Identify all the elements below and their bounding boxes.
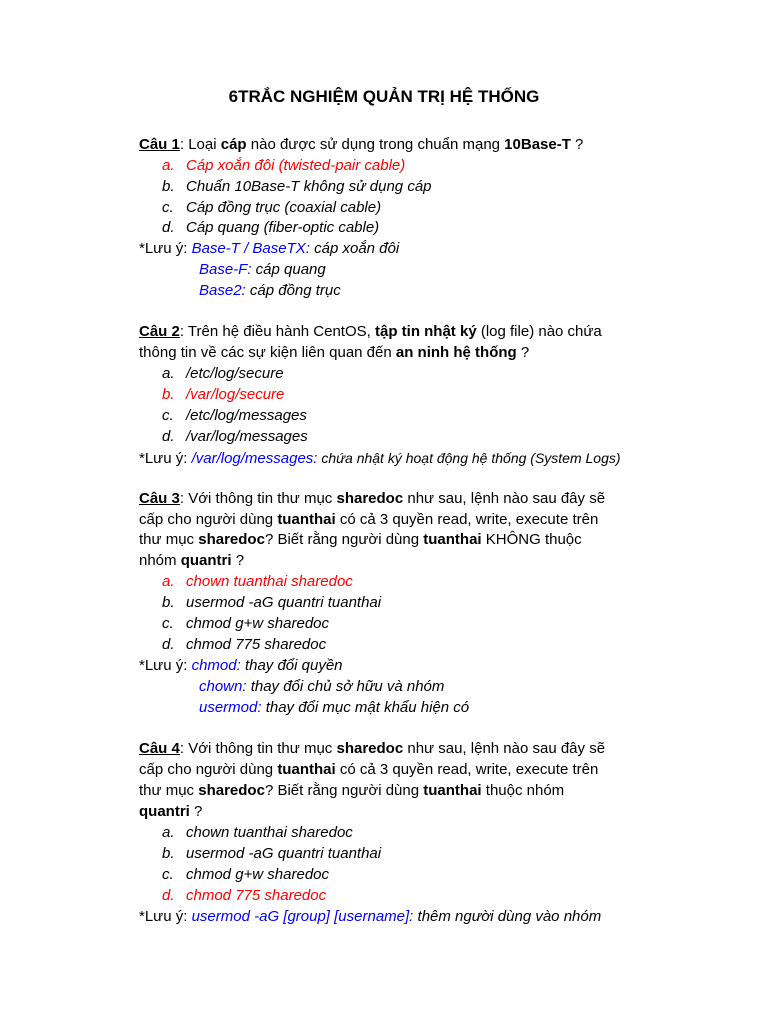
question-2-note: *Lưu ý: /var/log/messages: chứa nhật ký hoạt động hệ thống (System Logs) (139, 450, 621, 467)
question-4-note: *Lưu ý: usermod -aG [group] [username]: thêm người dùng vào nhóm (139, 908, 602, 925)
question-4-option-d: d. chmod 775 sharedoc (162, 887, 327, 904)
question-1-note: *Lưu ý: Base-T / BaseTX: cáp xoắn đôi (139, 240, 400, 257)
question-3-note: *Lưu ý: chmod: thay đổi quyền (139, 657, 343, 674)
question-3-text: Câu 3: Với thông tin thư mục sharedoc như sau, lệnh nào sau đây sẽ (139, 490, 606, 507)
question-1-option-b: b. Chuẩn 10Base-T không sử dụng cáp (162, 178, 432, 195)
question-2-option-c: c. /etc/log/messages (162, 407, 307, 424)
question-3-option-c: c. chmod g+w sharedoc (162, 615, 329, 632)
question-4-text-line: cấp cho người dùng tuanthai có cả 3 quyền read, write, execute trên (139, 761, 599, 778)
question-3-note-line: usermod: thay đổi mục mật khẩu hiện có (199, 699, 470, 716)
question-3-option-b: b. usermod -aG quantri tuanthai (162, 594, 382, 611)
question-3-text-line: thư mục sharedoc? Biết rằng người dùng tuanthai KHÔNG thuộc (139, 531, 582, 548)
question-4-option-b: b. usermod -aG quantri tuanthai (162, 845, 382, 862)
question-3-option-a: a. chown tuanthai sharedoc (162, 573, 353, 590)
question-2-text: Câu 2: Trên hệ điều hành CentOS, tập tin nhật ký (log file) nào chứa (139, 323, 602, 340)
question-2-option-a: a. /etc/log/secure (162, 365, 284, 382)
question-3-label: Câu 3 (139, 490, 180, 507)
question-4-label: Câu 4 (139, 740, 180, 757)
question-1-option-a: a. Cáp xoắn đôi (twisted-pair cable) (162, 157, 406, 174)
question-2-option-d: d. /var/log/messages (162, 428, 308, 445)
question-1-note-line: Base2: cáp đồng trục (199, 282, 341, 299)
question-1-label: Câu 1 (139, 136, 180, 153)
page-title: 6TRẮC NGHIỆM QUẢN TRỊ HỆ THỐNG (228, 87, 540, 106)
question-4-text-line: thư mục sharedoc? Biết rằng người dùng tuanthai thuộc nhóm (139, 782, 565, 799)
question-3-note-line: chown: thay đổi chủ sở hữu và nhóm (199, 678, 445, 695)
question-4-text: Câu 4: Với thông tin thư mục sharedoc như sau, lệnh nào sau đây sẽ (139, 740, 606, 757)
question-3-text-line: cấp cho người dùng tuanthai có cả 3 quyền read, write, execute trên (139, 511, 599, 528)
question-1-note-line: Base-F: cáp quang (199, 261, 326, 278)
question-1-text: Câu 1: Loại cáp nào được sử dụng trong chuẩn mạng 10Base-T ? (139, 136, 584, 153)
question-3-text-line: nhóm quantri ? (139, 552, 245, 569)
question-4-text-line: quantri ? (139, 803, 203, 820)
question-3-option-d: d. chmod 775 sharedoc (162, 636, 327, 653)
question-2-text-line: thông tin về các sự kiện liên quan đến an ninh hệ thống ? (139, 344, 530, 361)
question-2-option-b: b. /var/log/secure (162, 386, 285, 403)
question-4-option-a: a. chown tuanthai sharedoc (162, 824, 353, 841)
question-1-option-c: c. Cáp đồng trục (coaxial cable) (162, 199, 382, 216)
question-4-option-c: c. chmod g+w sharedoc (162, 866, 329, 883)
question-1-option-d: d. Cáp quang (fiber-optic cable) (162, 219, 380, 236)
question-2-label: Câu 2 (139, 323, 180, 340)
